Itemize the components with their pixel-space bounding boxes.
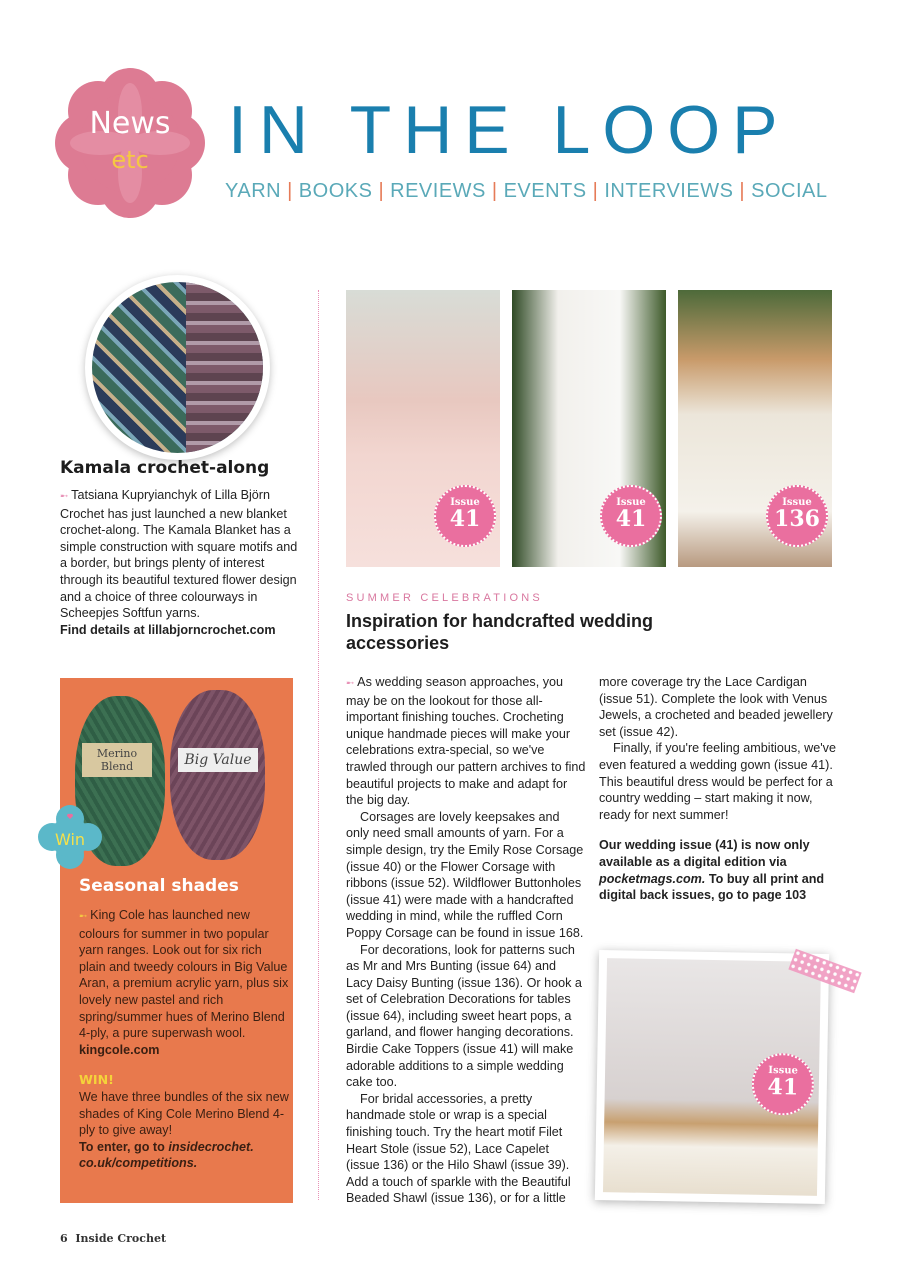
feature-heading: Inspiration for handcrafted wedding accessories [346, 611, 654, 653]
badge-number: 41 [449, 506, 481, 532]
badge-news-text: News [89, 106, 171, 141]
seasonal-text: King Cole has launched new colours for summer in two popular yarn ranges. Look out for six rich plain and tweedy colours in Big Value Aran, a premium acrylic yarn, plus six lovely new pastel and rich spring/summer hues of Merino Blend 4-ply, a pure superwash wool. [79, 908, 289, 1041]
feature-note: Our wedding issue (41) is now only available as a digital edition via [599, 838, 810, 869]
lace-capelet-photo [678, 290, 832, 567]
win-cta: To enter, go to [79, 1139, 169, 1154]
seasonal-heading: Seasonal shades [79, 876, 239, 896]
win-body: We have three bundles of the six new shades of King Cole Merino Blend 4-ply to give away! [79, 1089, 289, 1138]
competition-link[interactable]: insidecrochet. co.uk/competitions. [79, 1139, 254, 1171]
nav-separator: | [287, 180, 293, 202]
badge-label: Issue [768, 1064, 798, 1077]
feature-paragraph: As wedding season approaches, you may be on the lookout for those all-important finishing touches. Crocheting unique handmade pieces will make your celebrations extra-special, so we've trawled through our pattern archives to find beautiful projects to make and adapt for the big day. [346, 675, 586, 808]
badge-label: Issue [450, 497, 480, 508]
arrow-icon: ➸ [346, 678, 358, 689]
nav-separator: | [739, 180, 746, 202]
nav-separator: | [592, 180, 599, 202]
section-nav [225, 180, 827, 203]
feature-paragraph: For decorations, look for patterns such as Mr and Mrs Bunting (issue 64) and Lacy Daisy Bunting (issue 136). Or hook a set of Celebration Decorations for tables (issue 64), including sweet heart pops, a garland, and flower hanging decorations. Birdie Cake Toppers (issue 41) will make adorable additions to a simple wedding cake too. [346, 942, 582, 1090]
page-title: IN THE LOOP [228, 92, 790, 168]
feature-paragraph: Finally, if you're feeling ambitious, we've even featured a wedding gown (issue 41). This beautiful dress would be perfect for a country wedding – start making it now, ready for next summer! [599, 741, 836, 822]
issue-badge [766, 485, 828, 547]
badge-label: Issue [616, 497, 646, 508]
news-flower-logo [55, 68, 205, 218]
page-number: 6 [60, 1232, 68, 1245]
kamala-heading: Kamala crochet-along [60, 458, 270, 478]
nav-social: SOCIAL [751, 180, 828, 202]
feature-note-suffix: To buy all print and digital back issues, go to page 103 [599, 871, 825, 903]
page-footer [60, 1232, 166, 1245]
column-divider [318, 290, 319, 1200]
issue-badge [600, 485, 662, 547]
badge-label: Issue [782, 497, 812, 508]
nav-yarn: YARN [225, 180, 282, 202]
nav-reviews: REVIEWS [390, 180, 486, 202]
nav-books: BOOKS [298, 180, 373, 202]
magazine-name: Inside Crochet [75, 1232, 167, 1245]
badge-etc-text: etc [111, 146, 149, 174]
badge-number: 41 [767, 1073, 799, 1101]
nav-separator: | [491, 180, 498, 202]
seasonal-shades-box [60, 678, 293, 1203]
kamala-link[interactable]: Find details at lillabjorncrochet.com [60, 622, 276, 637]
seasonal-body [79, 907, 289, 1172]
win-badge-text: Win [54, 830, 86, 849]
yarn-label-big-value: Big Value [178, 748, 258, 772]
feature-paragraph: Corsages are lovely keepsakes and only need small amounts of yarn. For a simple design, try the Emily Rose Corsage (issue 40) or the Flower Corsage with ribbons (issue 52). Wildflower Buttonholes (issue 41) were made with a handcrafted wedding in mind, while the ruffled Corn Poppy Corsage can be found in issue 168. [346, 809, 584, 940]
nav-events: EVENTS [503, 180, 587, 202]
win-heading: WIN! [79, 1072, 114, 1088]
arrow-icon: ➸ [79, 911, 91, 922]
kingcole-link[interactable]: kingcole.com [79, 1042, 160, 1057]
purple-yarn-ball [170, 690, 265, 860]
kamala-text: Tatsiana Kupryianchyk of Lilla Björn Crochet has just launched a new blanket crochet-along. The Kamala Blanket has a simple construction with square motifs and a border, but brings plenty of interest through its beautiful textured flower design and a choice of three colourways in Scheepjes Softfun yarns. [60, 488, 298, 621]
pocketmags-link[interactable]: pocketmags.com. [599, 871, 706, 886]
badge-number: 136 [774, 506, 820, 532]
nav-interviews: INTERVIEWS [604, 180, 734, 202]
wedding-gown-photo [512, 290, 666, 567]
feature-paragraph: For bridal accessories, a pretty handmade stole or wrap is a special finishing touch. Try the heart motif Filet Heart Stole (issue 52), Lace Capelet (issue 136) or the Hilo Shawl (issue 39). Add a touch of sparkle with the Beautiful Beaded Shawl (issue 136), or for a little more coverage try the Lace Cardigan (issue 51). Complete the look with Venus Jewels, a crocheted and beaded jewellery set (issue 42). [346, 675, 833, 1206]
corsage-photo [346, 290, 500, 567]
nav-separator: | [378, 180, 385, 202]
feature-kicker: SUMMER CELEBRATIONS [346, 592, 543, 604]
issue-badge [434, 485, 496, 547]
kamala-blanket-photo [85, 275, 270, 460]
arrow-icon: ➸ [60, 491, 72, 502]
yarn-label-merino: Merino Blend [82, 743, 152, 777]
kamala-body [60, 487, 300, 638]
badge-number: 41 [615, 506, 647, 532]
cake-topper-photo [595, 950, 829, 1204]
